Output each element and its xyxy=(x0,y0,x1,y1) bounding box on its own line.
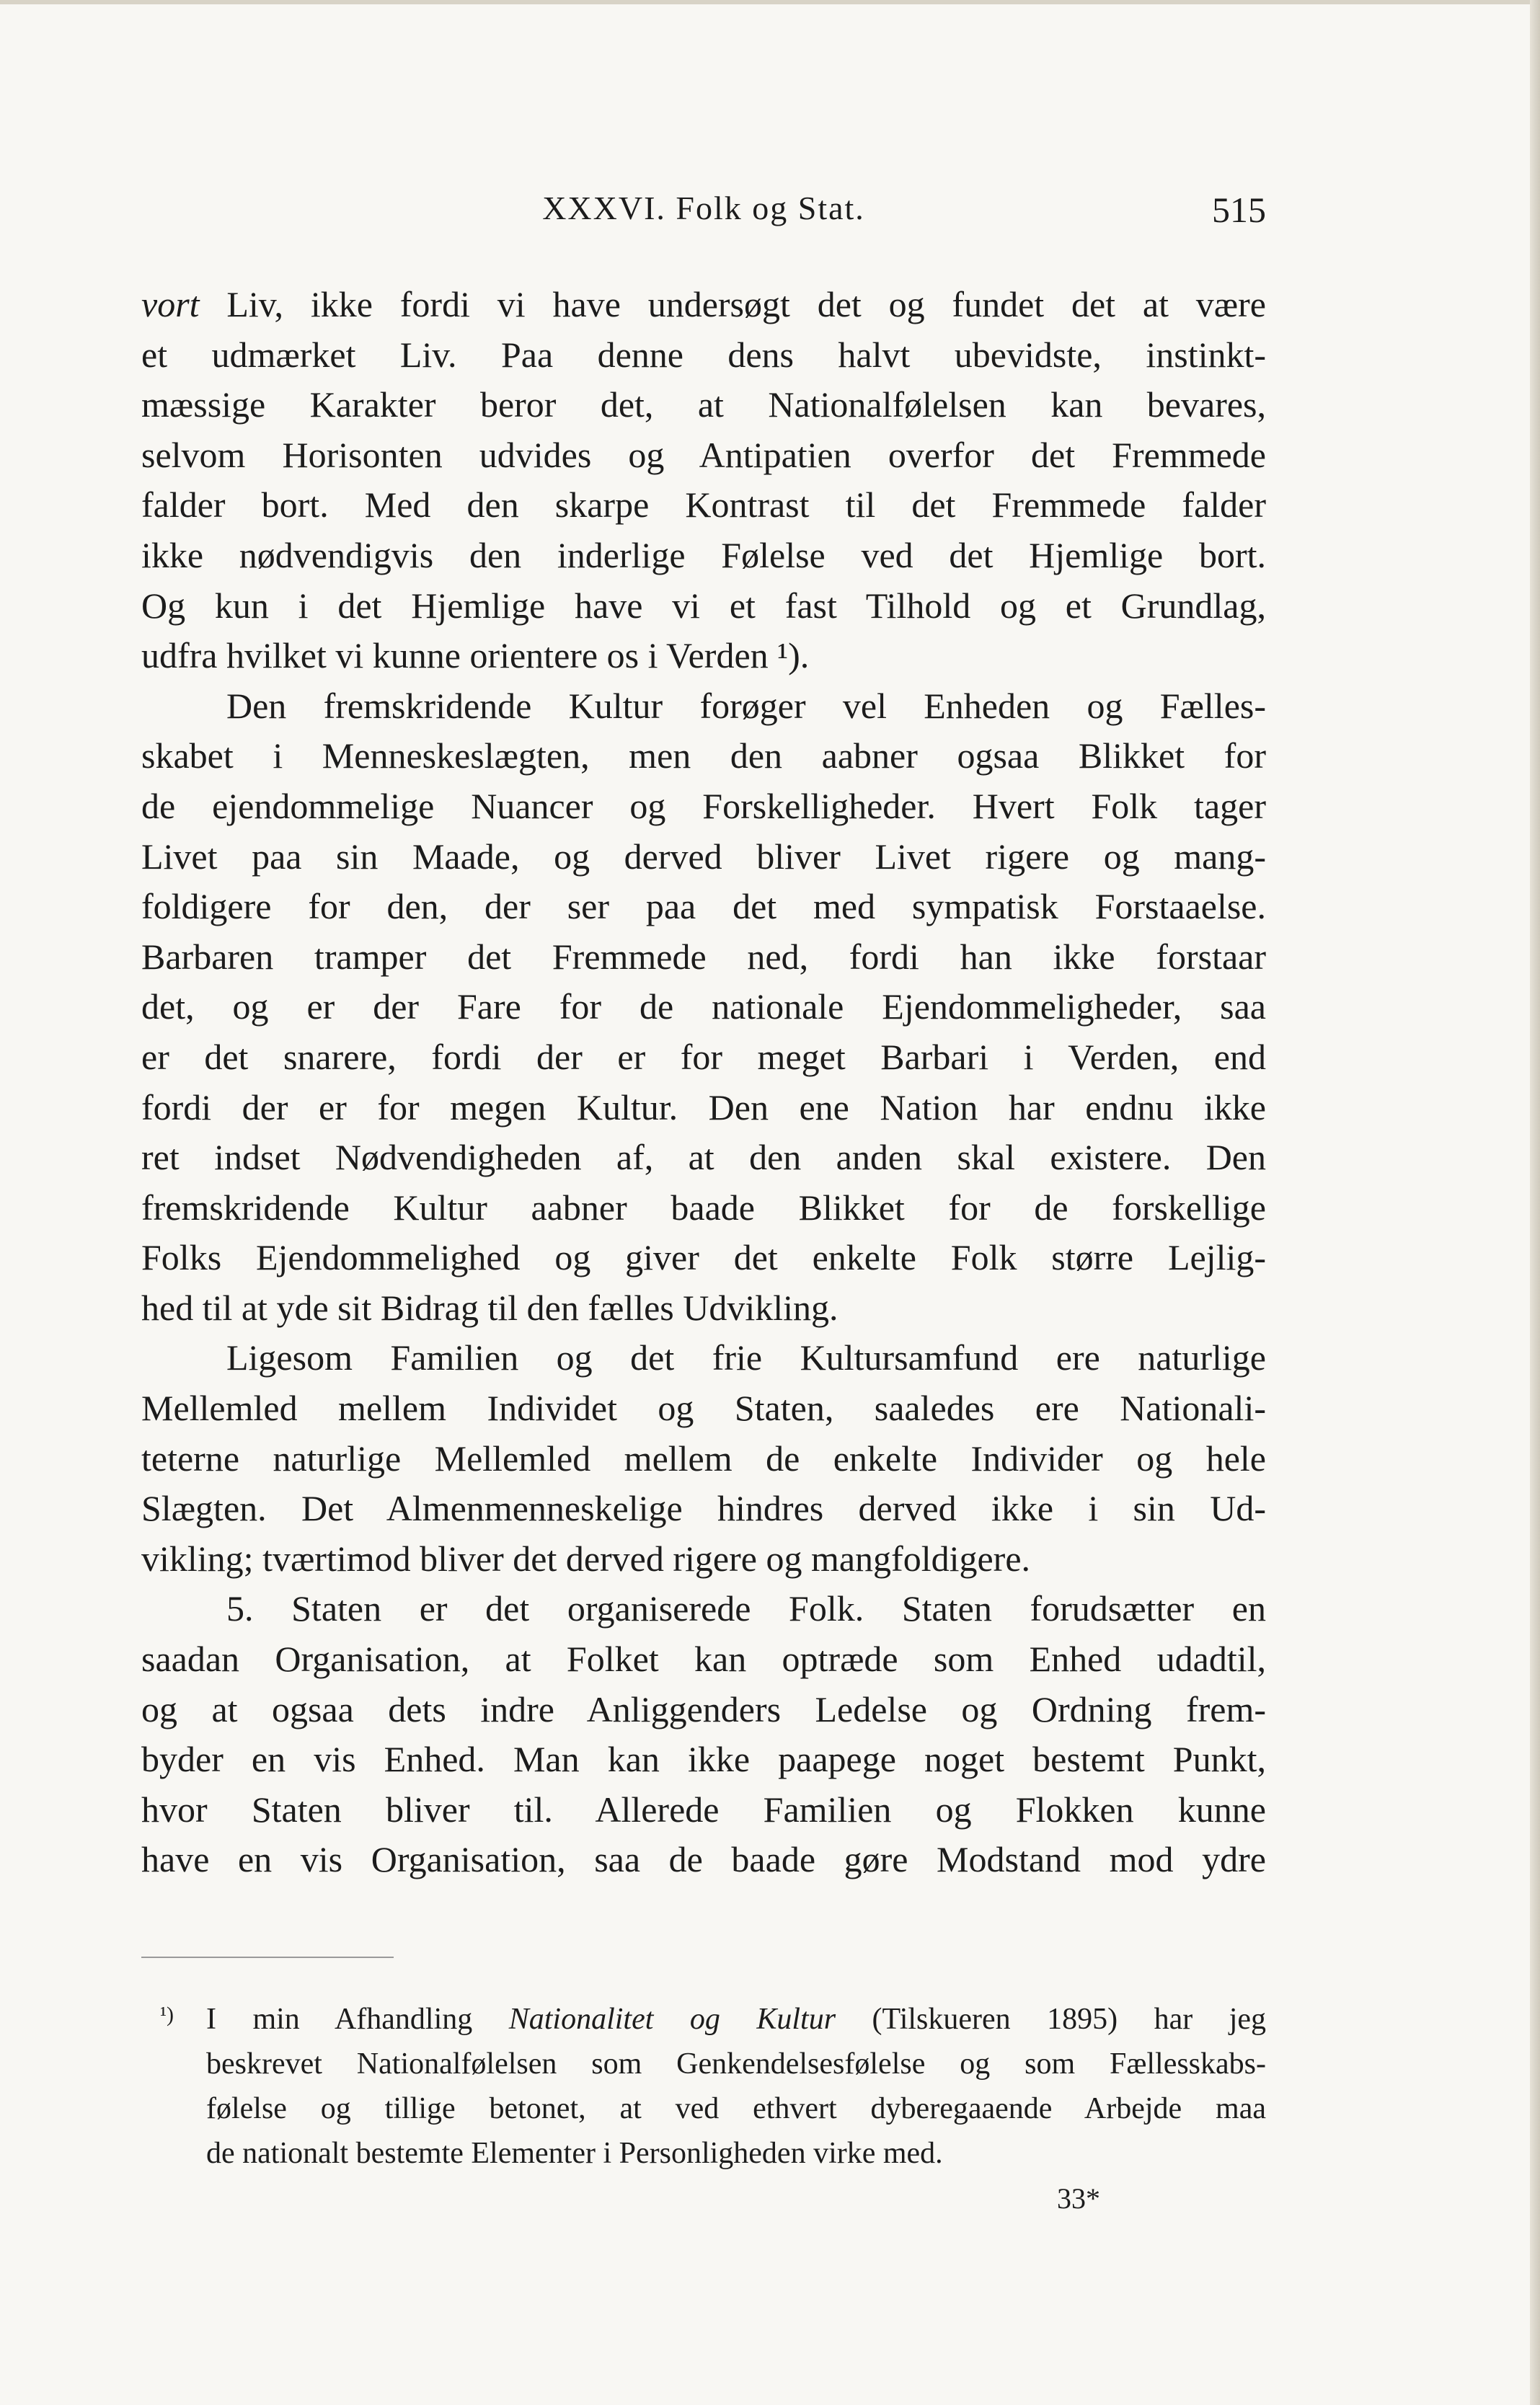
text-line: ret indset Nødvendigheden af, at den anden skal existere. Den xyxy=(141,1137,1266,1178)
footnote-line: de nationalt bestemte Elementer i Personligheden virke med. xyxy=(206,2137,943,2170)
footnote xyxy=(141,1997,1266,2176)
text-line xyxy=(141,280,1266,330)
signature-mark: 33* xyxy=(1057,2182,1100,2215)
text-line: skabet i Menneskeslægten, men den aabner ogsaa Blikket for xyxy=(141,735,1266,776)
text-line: Folks Ejendommelighed og giver det enkelte Folk større Lejlig- xyxy=(141,1237,1266,1278)
text-line: de ejendommelige Nuancer og Forskelligheder. Hvert Folk tager xyxy=(141,785,1266,826)
paragraph-start-line: 5. Staten er det organiserede Folk. Staten forudsætter en xyxy=(226,1588,1266,1629)
text-line: et udmærket Liv. Paa denne dens halvt ubevidste, instinkt- xyxy=(141,334,1266,375)
footnote-line xyxy=(141,1997,1266,2042)
page-right-edge xyxy=(1530,0,1540,2405)
text-line: hed til at yde sit Bidrag til den fælles Udvikling. xyxy=(141,1287,838,1328)
text-line: Mellemled mellem Individet og Staten, saaledes ere Nationali- xyxy=(141,1388,1266,1429)
text-line: saadan Organisation, at Folket kan optræde som Enhed udadtil, xyxy=(141,1639,1266,1680)
text-line: ikke nødvendigvis den inderlige Følelse ved det Hjemlige bort. xyxy=(141,534,1266,575)
footnote-mark: ¹) xyxy=(160,2003,174,2027)
text-span: Liv, ikke fordi vi have undersøgt det og fundet det at være xyxy=(199,284,1266,324)
text-line: Livet paa sin Maade, og derved bliver Livet rigere og mang- xyxy=(141,836,1266,877)
italic-title: Nationalitet og Kultur xyxy=(508,2003,836,2036)
text-line: vikling; tværtimod bliver det derved rigere og mangfoldigere. xyxy=(141,1538,1031,1579)
text-line: mæssige Karakter beror det, at Nationalfølelsen kan bevares, xyxy=(141,384,1266,425)
text-line: og at ogsaa dets indre Anliggenders Ledelse og Ordning frem- xyxy=(141,1688,1266,1729)
page-number: 515 xyxy=(1212,190,1266,230)
text-line: Barbaren tramper det Fremmede ned, fordi han ikke forstaar xyxy=(141,936,1266,977)
paragraph-start-line: Den fremskridende Kultur forøger vel Enheden og Fælles- xyxy=(226,685,1266,726)
text-line: Og kun i det Hjemlige have vi et fast Tilhold og et Grundlag, xyxy=(141,585,1266,626)
footnote-line: følelse og tillige betonet, at ved ethvert dyberegaaende Arbejde maa xyxy=(206,2092,1266,2125)
running-title: XXXVI. Folk og Stat. xyxy=(542,190,865,226)
text-line: udfra hvilket vi kunne orientere os i Verden ¹). xyxy=(141,635,810,676)
text-line: det, og er der Fare for de nationale Ejendommeligheder, saa xyxy=(141,986,1266,1027)
paragraph-start-line: Ligesom Familien og det frie Kultursamfund ere naturlige xyxy=(226,1337,1266,1378)
text-line: er det snarere, fordi der er for meget Barbari i Verden, end xyxy=(141,1036,1266,1077)
italic-word: vort xyxy=(141,284,200,324)
text-line: hvor Staten bliver til. Allerede Familien og Flokken kunne xyxy=(141,1789,1266,1830)
text-line: fordi der er for megen Kultur. Den ene Nation har endnu ikke xyxy=(141,1086,1266,1128)
text-line: have en vis Organisation, saa de baade gøre Modstand mod ydre xyxy=(141,1839,1266,1880)
footnote-line: beskrevet Nationalfølelsen som Genkendelsesfølelse og som Fællesskabs- xyxy=(206,2047,1266,2081)
text-span: (Tilskueren 1895) har jeg xyxy=(836,2003,1266,2036)
text-line: selvom Horisonten udvides og Antipatien overfor det Fremmede xyxy=(141,434,1266,475)
text-span: I min Afhandling xyxy=(206,2003,509,2036)
body-text xyxy=(141,280,1266,1885)
text-line: teterne naturlige Mellemled mellem de enkelte Individer og hele xyxy=(141,1438,1266,1479)
running-head xyxy=(141,189,1266,232)
text-line: Slægten. Det Almenmenneskelige hindres derved ikke i sin Ud- xyxy=(141,1488,1266,1529)
text-line: fremskridende Kultur aabner baade Blikket for de forskellige xyxy=(141,1187,1266,1228)
text-line: falder bort. Med den skarpe Kontrast til det Fremmede falder xyxy=(141,484,1266,526)
text-line: byder en vis Enhed. Man kan ikke paapege noget bestemt Punkt, xyxy=(141,1739,1266,1780)
text-line: foldigere for den, der ser paa det med sympatisk Forstaaelse. xyxy=(141,886,1266,927)
page-top-edge xyxy=(0,0,1540,4)
footnote-rule xyxy=(141,1957,394,1958)
